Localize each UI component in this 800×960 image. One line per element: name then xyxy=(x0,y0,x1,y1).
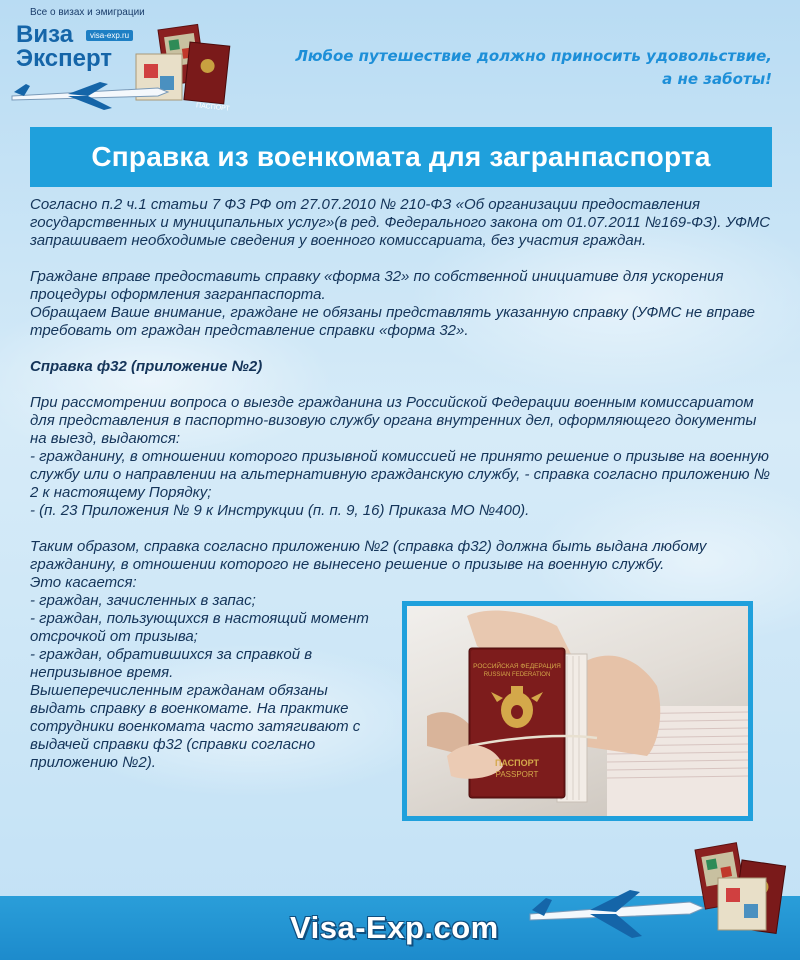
passport-photo-frame xyxy=(402,601,753,821)
list-item: - граждан, пользующихся в настоящий момент отсрочкой от призыва; xyxy=(30,610,369,645)
list-item: - граждан, зачисленных в запас; xyxy=(30,592,256,609)
logo-title-line1: Виза xyxy=(16,21,74,48)
paragraph: Вышеперечисленным гражданам обязаны выдать справку в военкомате. На практике сотрудники военкомата часто затягивают с выдачей справки ф32 (справки согласно приложению №2). xyxy=(30,682,361,771)
passport-photo xyxy=(407,606,748,816)
passport-cover-text-4: PASSPORT xyxy=(495,770,539,779)
list-item: - гражданину, в отношении которого призывной комиссией не принято решение о призыве на военную службу или о направлении на альтернативную гражданскую службу, - справка согласно приложению № 2 к настоящему Порядку; xyxy=(30,448,770,501)
paragraph: При рассмотрении вопроса о выезде гражданина из Российской Федерации военным комиссариатом для представления в паспортно-визовую службу органа внутренних дел, оформляющего документы на выезд, выдаются: xyxy=(30,394,757,447)
logo[interactable] xyxy=(8,20,238,112)
site-header xyxy=(0,0,800,120)
list-item: - граждан, обратившихся за справкой в непризывное время. xyxy=(30,646,313,681)
section-subheading: Справка ф32 (приложение №2) xyxy=(30,358,263,375)
header-slogan xyxy=(295,45,772,91)
slogan-line-1: Любое путешествие должно приносить удовольствие, xyxy=(295,47,772,65)
passport-photo-art xyxy=(407,606,748,816)
logo-passport-label: ПАСПОРТ xyxy=(195,102,230,113)
passport-cover-text-1: РОССИЙСКАЯ ФЕДЕРАЦИЯ xyxy=(473,663,561,670)
paragraph: Таким образом, справка согласно приложению №2 (справка ф32) должна быть выдана любому гражданину, в отношении которого не вынесено решение о призыве на военную службу. xyxy=(30,538,707,573)
slogan-line-2: а не заботы! xyxy=(662,70,772,88)
paragraph: Граждане вправе предоставить справку «форма 32» по собственной инициативе для ускорения процедуры оформления загранпаспорта. xyxy=(30,268,724,303)
paragraph: Обращаем Ваше внимание, граждане не обязаны представлять указанную справку (УФМС не вправе требовать от граждан представление справки «форма 32». xyxy=(30,304,755,339)
list-item: - (п. 23 Приложения № 9 к Инструкции (п. п. 9, 16) Приказа МО №400). xyxy=(30,502,530,519)
footer-plane-passports-art xyxy=(520,838,800,960)
footer-site-link[interactable]: Visa-Exp.com xyxy=(290,910,499,945)
small-tagline: Все о визах и эмиграции xyxy=(30,7,145,18)
logo-url-badge: visa-exp.ru xyxy=(86,30,133,41)
paragraph: Согласно п.2 ч.1 статьи 7 ФЗ РФ от 27.07.2010 № 210-ФЗ «Об организации предоставления государственных и муниципальных услуг»(в ред. Федерального закона от 01.07.2011 №169-ФЗ). УФМС запрашивает необходимые сведения у военного комиссариата, без участия граждан. xyxy=(30,196,771,249)
title-bar xyxy=(30,127,772,187)
page-title: Справка из военкомата для загранпаспорта xyxy=(91,141,711,172)
passport-cover-text-2: RUSSIAN FEDERATION xyxy=(483,672,551,678)
logo-title-line2: Эксперт xyxy=(16,45,113,72)
paragraph: Это касается: xyxy=(30,574,137,591)
passport-cover-text-3: ПАСПОРТ xyxy=(494,758,540,768)
